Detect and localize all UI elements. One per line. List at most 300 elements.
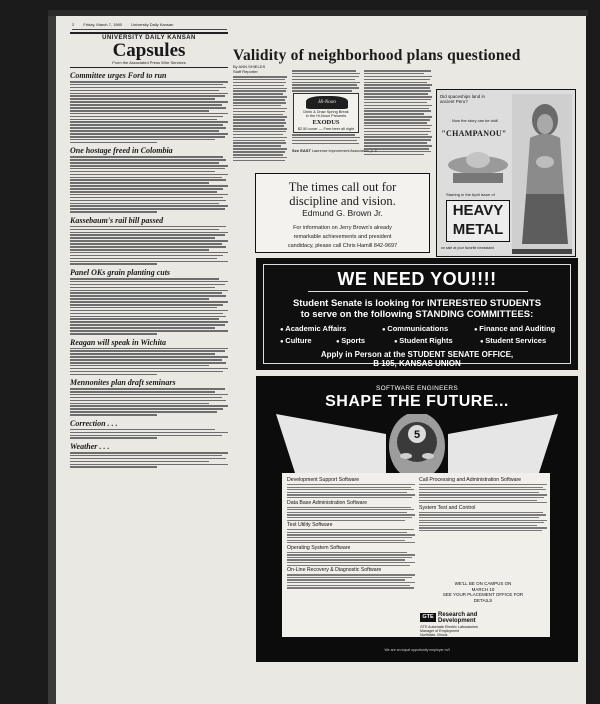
text-line bbox=[292, 76, 359, 78]
brown-info-2: remarkable achievements and president bbox=[293, 234, 392, 240]
text-line bbox=[287, 577, 412, 578]
capsule-body-text bbox=[70, 348, 228, 376]
text-line bbox=[233, 157, 287, 159]
text-line bbox=[70, 237, 215, 239]
text-line bbox=[70, 284, 225, 286]
text-line bbox=[287, 579, 405, 580]
text-line bbox=[292, 82, 360, 84]
text-line bbox=[70, 327, 215, 329]
text-line bbox=[287, 559, 405, 560]
text-line bbox=[233, 140, 285, 142]
text-line bbox=[70, 208, 225, 210]
text-line bbox=[233, 134, 283, 136]
text-line bbox=[287, 492, 407, 493]
text-line bbox=[70, 394, 228, 396]
story-column-2b bbox=[292, 134, 360, 146]
text-line bbox=[70, 84, 223, 86]
text-line bbox=[70, 159, 226, 161]
gte-campus-3: SEE YOUR PLACEMENT OFFICE FOR bbox=[442, 592, 524, 597]
text-line bbox=[70, 95, 225, 97]
senate-ad-frame bbox=[263, 264, 571, 368]
text-line bbox=[70, 464, 228, 466]
text-line bbox=[364, 90, 431, 92]
committee-communications: ● Communications bbox=[382, 324, 448, 333]
gte-campus-1: WE'LL BE ON CAMPUS ON bbox=[454, 581, 512, 586]
text-line bbox=[287, 582, 415, 583]
text-line bbox=[233, 79, 285, 81]
text-line bbox=[287, 542, 415, 543]
exodus-line-3: $2.50 cover — Free beer all night bbox=[297, 127, 355, 131]
capsule-story bbox=[70, 268, 228, 335]
text-line bbox=[419, 487, 543, 488]
capsule-body-text bbox=[70, 226, 228, 265]
senate-title-rule bbox=[308, 291, 528, 292]
text-line bbox=[70, 255, 223, 257]
see-more-note bbox=[292, 148, 377, 153]
paper-name: University Daily Kansan bbox=[131, 22, 174, 27]
capsule-body-text bbox=[70, 156, 228, 213]
text-line bbox=[233, 76, 287, 78]
text-line bbox=[419, 520, 547, 521]
text-line bbox=[70, 278, 219, 280]
text-line bbox=[70, 304, 223, 306]
text-line bbox=[419, 514, 546, 515]
text-line bbox=[70, 174, 228, 176]
gte-section-heading: Data Base Administration Software bbox=[287, 499, 368, 506]
main-headline: Validity of neighborhood plans questioned bbox=[233, 47, 521, 64]
gte-ad bbox=[256, 376, 578, 662]
capsule-body-text bbox=[70, 452, 228, 468]
heavy-metal-illustration bbox=[512, 94, 572, 254]
text-line bbox=[364, 134, 428, 136]
text-line bbox=[70, 400, 226, 402]
text-line bbox=[364, 96, 432, 98]
text-line bbox=[292, 87, 359, 89]
text-line bbox=[70, 252, 228, 254]
text-line bbox=[419, 527, 547, 528]
text-line bbox=[233, 122, 286, 124]
text-line bbox=[233, 102, 286, 104]
senate-lead-2: to serve on the following STANDING COMMITTEES: bbox=[300, 309, 534, 320]
text-line bbox=[287, 557, 412, 558]
starring-note: Starring in the April issue of bbox=[446, 192, 495, 197]
text-line bbox=[287, 537, 412, 538]
exodus-line-1: Drink & Draw Spring Break bbox=[303, 110, 349, 114]
exodus-name: EXODUS bbox=[312, 119, 340, 126]
text-line bbox=[70, 124, 223, 126]
text-line bbox=[70, 321, 228, 323]
text-line bbox=[70, 374, 157, 376]
committee-student-rights: ● Student Rights bbox=[394, 336, 453, 345]
capsules-kicker: UNIVERSITY DAILY KANSAN bbox=[102, 35, 196, 41]
text-line bbox=[70, 127, 226, 129]
text-line bbox=[70, 290, 228, 292]
teaser-line-2: ancient Peru? bbox=[440, 99, 468, 104]
text-line bbox=[70, 432, 228, 434]
text-line bbox=[292, 140, 357, 142]
gte-copy-left bbox=[287, 477, 415, 590]
gte-section-heading: Development Support Software bbox=[287, 477, 360, 483]
text-line bbox=[70, 313, 223, 315]
text-line bbox=[419, 489, 546, 490]
text-line bbox=[233, 137, 287, 139]
text-line bbox=[364, 119, 430, 121]
gte-company-2: Development bbox=[438, 618, 476, 624]
text-line bbox=[287, 534, 415, 535]
text-line bbox=[364, 142, 427, 144]
capsule-story bbox=[70, 146, 228, 213]
text-line bbox=[233, 111, 285, 113]
heavy-metal-pub: on sale at your favorite newsstand bbox=[441, 246, 495, 250]
heavy-metal-logo-line-1: HEAVY bbox=[452, 202, 504, 219]
text-line bbox=[233, 151, 285, 153]
story-column-2 bbox=[292, 70, 360, 92]
text-line bbox=[70, 318, 219, 320]
senate-apply-1: Apply in Person at the STUDENT SENATE OFFICE, bbox=[320, 350, 514, 359]
text-line bbox=[233, 93, 283, 95]
text-line bbox=[292, 79, 355, 81]
text-line bbox=[70, 191, 217, 193]
text-line bbox=[287, 585, 410, 586]
text-line bbox=[287, 565, 410, 566]
text-line bbox=[70, 168, 225, 170]
text-line bbox=[70, 461, 209, 463]
text-line bbox=[70, 177, 222, 179]
text-line bbox=[364, 125, 432, 127]
text-line bbox=[419, 494, 547, 495]
text-line bbox=[70, 142, 157, 144]
text-line bbox=[70, 98, 215, 100]
issue-date: Friday, March 7, 1980 bbox=[83, 22, 122, 27]
text-line bbox=[364, 122, 427, 124]
text-line bbox=[70, 353, 215, 355]
text-line bbox=[364, 116, 432, 118]
text-line bbox=[233, 88, 287, 90]
text-line bbox=[287, 554, 415, 555]
capsule-body-text bbox=[70, 81, 228, 143]
text-line bbox=[287, 574, 415, 575]
text-line bbox=[364, 84, 432, 86]
text-line bbox=[70, 405, 228, 407]
text-line bbox=[233, 125, 284, 127]
text-line bbox=[70, 243, 222, 245]
text-line bbox=[419, 522, 544, 523]
text-line bbox=[70, 348, 228, 350]
text-line bbox=[364, 131, 431, 133]
text-line bbox=[70, 261, 228, 263]
capsule-headline: Correction . . . bbox=[70, 418, 118, 428]
committee-academic-affairs: ● Academic Affairs bbox=[280, 324, 346, 333]
text-line bbox=[70, 182, 209, 184]
brown-slogan-2: discipline and vision. bbox=[289, 194, 396, 208]
text-line bbox=[419, 500, 537, 501]
text-line bbox=[70, 414, 157, 416]
text-line bbox=[364, 110, 431, 112]
text-line bbox=[287, 552, 407, 553]
gte-campus bbox=[419, 581, 547, 603]
text-line bbox=[233, 108, 287, 110]
text-line bbox=[287, 517, 412, 518]
text-line bbox=[70, 130, 219, 132]
capsule-headline: Mennonites plan draft seminars bbox=[70, 378, 176, 388]
text-line bbox=[419, 484, 547, 485]
text-line bbox=[419, 497, 544, 498]
text-line bbox=[70, 263, 157, 265]
gte-company bbox=[438, 612, 477, 624]
text-line bbox=[287, 489, 414, 490]
text-line bbox=[364, 76, 432, 78]
gte-address-3: Northlake, Illinois bbox=[420, 633, 448, 638]
text-line bbox=[364, 139, 431, 141]
capsules-subtitle: From the Associated Press Wire Services bbox=[112, 60, 186, 65]
text-line bbox=[419, 502, 547, 503]
text-line bbox=[364, 108, 429, 110]
text-line bbox=[70, 197, 223, 199]
text-line bbox=[287, 509, 414, 510]
text-line bbox=[70, 194, 228, 196]
text-line bbox=[419, 517, 539, 518]
text-line bbox=[70, 139, 215, 141]
senate-apply-2: B 105, KANSAS UNION bbox=[373, 359, 461, 368]
committee-culture: ● Culture bbox=[280, 336, 312, 345]
gte-address bbox=[420, 625, 478, 638]
gte-campus-2: MARCH 10 bbox=[471, 586, 495, 592]
text-line bbox=[70, 113, 228, 115]
text-line bbox=[70, 287, 215, 289]
brown-ad bbox=[255, 173, 430, 253]
committee-student-services: ● Student Services bbox=[480, 336, 546, 345]
text-line bbox=[70, 365, 209, 367]
heavy-metal-logo-line-2: METAL bbox=[452, 221, 504, 238]
text-line bbox=[70, 388, 225, 390]
text-line bbox=[419, 525, 537, 526]
brown-slogan-1: The times call out for bbox=[288, 180, 397, 194]
text-line bbox=[70, 162, 219, 164]
text-line bbox=[364, 70, 431, 72]
text-line bbox=[70, 93, 228, 95]
hi-noon-logo: Hi-Noon bbox=[306, 96, 348, 109]
text-line bbox=[287, 484, 415, 485]
text-line bbox=[70, 295, 226, 297]
gte-illustration bbox=[256, 414, 578, 476]
text-line bbox=[70, 356, 228, 358]
text-line bbox=[233, 116, 287, 118]
text-line bbox=[70, 121, 228, 123]
capsules-column bbox=[70, 32, 228, 700]
text-line bbox=[364, 145, 432, 147]
text-line bbox=[70, 171, 215, 173]
text-line bbox=[233, 105, 281, 107]
spaceship-illustration bbox=[445, 145, 511, 185]
text-line bbox=[70, 307, 217, 309]
capsule-story bbox=[70, 216, 228, 265]
gte-section-heading: Operating System Software bbox=[287, 544, 351, 551]
text-line bbox=[233, 82, 286, 84]
text-line bbox=[70, 324, 225, 326]
text-line bbox=[364, 113, 424, 115]
capsules-header bbox=[70, 32, 228, 68]
text-line bbox=[70, 350, 225, 352]
text-line bbox=[364, 73, 424, 75]
text-line bbox=[233, 148, 287, 150]
text-line bbox=[233, 142, 286, 144]
text-line bbox=[70, 452, 228, 454]
text-line bbox=[70, 330, 228, 332]
text-line bbox=[70, 411, 217, 413]
text-line bbox=[233, 99, 285, 101]
text-line bbox=[70, 371, 223, 373]
story-column-3 bbox=[364, 70, 432, 168]
student-senate-ad bbox=[256, 258, 578, 370]
text-line bbox=[364, 82, 427, 84]
text-line bbox=[70, 188, 223, 190]
text-line bbox=[70, 133, 228, 135]
brown-name: Edmund G. Brown Jr. bbox=[302, 208, 383, 218]
gte-campus-4: DETAILS bbox=[473, 597, 493, 603]
text-line bbox=[364, 105, 432, 107]
gte-kicker: SOFTWARE ENGINEERS bbox=[375, 385, 459, 392]
capsule-headline: Panel OKs grain planting cuts bbox=[70, 267, 171, 277]
text-line bbox=[233, 128, 287, 130]
capsule-story bbox=[70, 419, 228, 439]
text-line bbox=[287, 520, 405, 521]
senate-lead bbox=[264, 298, 570, 320]
text-line bbox=[70, 234, 225, 236]
text-line bbox=[70, 458, 226, 460]
text-line bbox=[419, 530, 542, 531]
page-number: 2 bbox=[72, 22, 75, 27]
text-line bbox=[364, 136, 432, 138]
text-line bbox=[233, 131, 286, 133]
text-line bbox=[70, 455, 222, 457]
text-line bbox=[292, 137, 360, 139]
text-line bbox=[419, 492, 539, 493]
text-line bbox=[287, 514, 415, 515]
text-line bbox=[70, 165, 228, 167]
heavy-metal-ad bbox=[436, 89, 576, 257]
text-line bbox=[70, 281, 228, 283]
capsule-story bbox=[70, 338, 228, 376]
text-line bbox=[70, 90, 219, 92]
byline bbox=[233, 64, 265, 74]
text-line bbox=[364, 93, 428, 95]
heavy-metal-now: Now the story can be told! bbox=[452, 118, 499, 123]
text-line bbox=[287, 562, 415, 563]
gte-section-heading: On-Line Recovery & Diagnostic Software bbox=[287, 567, 382, 574]
text-line bbox=[70, 110, 209, 112]
senate-lead-1: Student Senate is looking for INTERESTED STUDENTS bbox=[292, 298, 542, 309]
text-line bbox=[70, 136, 225, 138]
text-line bbox=[287, 487, 411, 488]
text-line bbox=[70, 240, 228, 242]
heavy-metal-teaser bbox=[440, 94, 485, 104]
text-line bbox=[364, 79, 430, 81]
text-line bbox=[70, 226, 226, 228]
text-line bbox=[70, 116, 223, 118]
capsules-stories bbox=[70, 71, 228, 468]
senate-title: WE NEED YOU!!!! bbox=[337, 269, 497, 289]
see-more-text: Lawrence Improvement Association, p. 5 bbox=[311, 149, 377, 153]
text-line bbox=[233, 90, 286, 92]
story-column-1 bbox=[233, 76, 287, 168]
text-line bbox=[70, 368, 228, 370]
text-line bbox=[292, 90, 352, 92]
gte-section-heading: Call Processing and Administration Software bbox=[419, 477, 522, 483]
committee-finance-auditing: ● Finance and Auditing bbox=[474, 324, 555, 333]
brown-info bbox=[256, 224, 429, 251]
text-line bbox=[364, 102, 427, 104]
text-line bbox=[287, 497, 412, 498]
capsule-body-text bbox=[70, 429, 228, 439]
text-line bbox=[70, 397, 222, 399]
capsule-story bbox=[70, 442, 228, 468]
text-line bbox=[70, 246, 226, 248]
gte-copy-right bbox=[419, 477, 547, 533]
capsules-title: Capsules bbox=[112, 40, 186, 61]
text-line bbox=[70, 362, 226, 364]
folio-rule bbox=[72, 29, 227, 30]
capsule-body-text bbox=[70, 388, 228, 416]
gte-title: SHAPE THE FUTURE... bbox=[325, 393, 509, 410]
text-line bbox=[364, 154, 424, 156]
exodus-line-2: in the Hi-Noon Presents bbox=[305, 114, 347, 118]
text-line bbox=[292, 84, 357, 86]
text-line bbox=[70, 232, 228, 234]
text-line bbox=[287, 532, 407, 533]
svg-text:5: 5 bbox=[413, 429, 421, 441]
text-line bbox=[70, 87, 226, 89]
text-line bbox=[364, 99, 431, 101]
folio bbox=[72, 22, 181, 27]
text-line bbox=[287, 540, 405, 541]
text-line bbox=[70, 101, 228, 103]
text-line bbox=[70, 203, 219, 205]
gte-section-heading: Test Utility Software bbox=[287, 522, 333, 529]
text-line bbox=[233, 85, 284, 87]
page-edge-left bbox=[48, 16, 56, 704]
gte-address-1: GTE Automatic Electric Laboratories bbox=[420, 625, 478, 629]
text-line bbox=[70, 104, 222, 106]
text-line bbox=[287, 512, 407, 513]
text-line bbox=[70, 292, 222, 294]
text-line bbox=[70, 81, 228, 83]
gte-company-1: Research and bbox=[438, 612, 478, 618]
text-line bbox=[292, 70, 356, 72]
text-line bbox=[70, 359, 222, 361]
brown-info-3: candidacy, please call Chris Hamill 842-9697 bbox=[287, 243, 398, 249]
text-line bbox=[70, 179, 226, 181]
senate-apply bbox=[264, 350, 570, 368]
text-line bbox=[292, 134, 355, 136]
text-line bbox=[70, 316, 226, 318]
gte-copy bbox=[282, 473, 550, 637]
text-line bbox=[70, 185, 228, 187]
gte-logo: GTE bbox=[420, 613, 436, 622]
text-line bbox=[419, 512, 543, 513]
text-line bbox=[364, 128, 430, 130]
text-line bbox=[70, 391, 215, 393]
capsule-headline: Weather . . . bbox=[70, 441, 110, 451]
text-line bbox=[70, 333, 157, 335]
text-line bbox=[70, 107, 226, 109]
teaser-line-1: Did spaceships land in bbox=[440, 94, 486, 99]
text-line bbox=[70, 156, 223, 158]
text-line bbox=[70, 310, 228, 312]
text-line bbox=[70, 119, 217, 121]
text-line bbox=[70, 408, 223, 410]
text-line bbox=[233, 96, 287, 98]
text-line bbox=[70, 437, 157, 439]
